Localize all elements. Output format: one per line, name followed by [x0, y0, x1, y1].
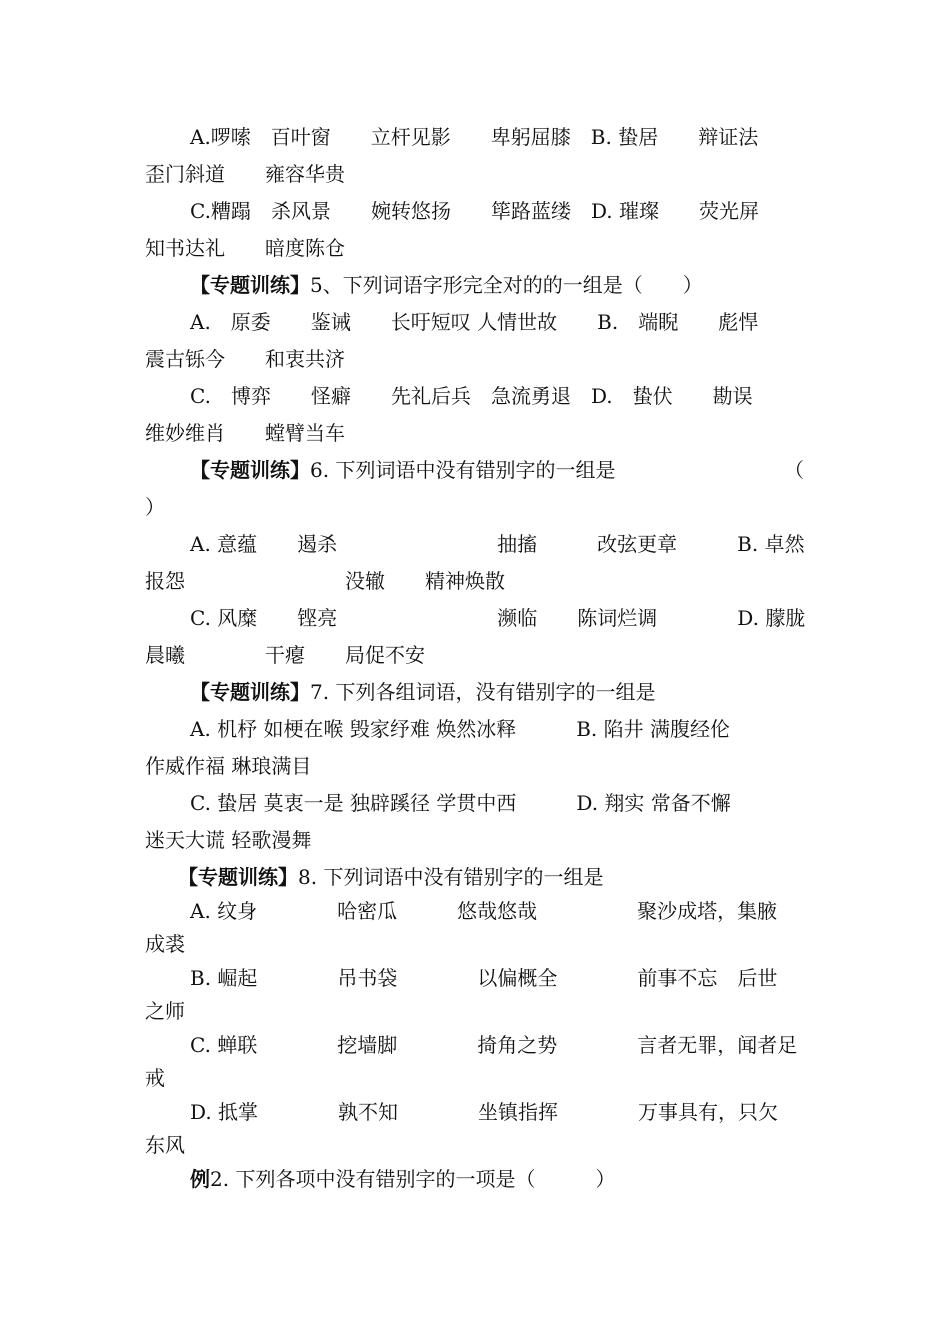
option-line-continuation: 成裘 — [145, 932, 185, 956]
example-2-heading — [190, 1166, 615, 1192]
option-line-b: B. 崛起 吊书袋 以偏概全 前事不忘 后世 — [190, 966, 778, 990]
option-line-continuation: 晨曦 干瘪 局促不安 — [145, 643, 425, 667]
example-label: 例 — [190, 1167, 210, 1191]
question-label: 【专题训练】 — [190, 273, 310, 297]
option-line-a: A. 纹身 哈密瓜 悠哉悠哉 聚沙成塔，集腋 — [190, 899, 778, 923]
option-line-a: A.啰嗦 百叶窗 立杆见影 卑躬屈膝 B. 蛰居 辩证法 — [190, 125, 759, 149]
option-line-continuation: 迷天大谎 轻歌漫舞 — [145, 828, 312, 852]
option-line-continuation: 作威作福 琳琅满目 — [145, 754, 312, 778]
option-line-continuation: 歪门斜道 雍容华贵 — [145, 162, 345, 186]
answer-paren-open: （ — [784, 458, 804, 482]
option-line-continuation: 之师 — [145, 999, 185, 1023]
option-line-c: C. 博弈 怪癖 先礼后兵 急流勇退 D. 蛰伏 勘误 — [190, 384, 753, 408]
question-6-heading — [190, 457, 615, 483]
question-text: 5、下列词语字形完全对的的一组是（ ） — [310, 273, 703, 297]
option-line-c: C.糟蹋 杀风景 婉转悠扬 筚路蓝缕 D. 璀璨 荧光屏 — [190, 199, 759, 223]
question-5-heading — [190, 272, 703, 298]
question-label: 【专题训练】 — [178, 865, 298, 889]
option-line-continuation: 维妙维肖 螳臂当车 — [145, 421, 345, 445]
example-text: 2. 下列各项中没有错别字的一项是（ ） — [210, 1167, 616, 1191]
option-line-continuation: 戒 — [145, 1066, 165, 1090]
option-line-c: C. 风糜 铿亮 濒临 陈词烂调 D. 朦胧 — [190, 606, 806, 630]
question-label: 【专题训练】 — [190, 458, 310, 482]
option-line-continuation: 东风 — [145, 1133, 185, 1157]
question-text: 6. 下列词语中没有错别字的一组是 — [310, 458, 616, 482]
option-line-c: C. 蝉联 挖墙脚 掎角之势 言者无罪，闻者足 — [190, 1033, 798, 1057]
option-line-a: A. 原委 鉴诫 长吁短叹 人情世故 B. 端睨 彪悍 — [190, 310, 759, 334]
question-7-heading — [190, 679, 655, 705]
option-line-continuation: 知书达礼 暗度陈仓 — [145, 236, 345, 260]
answer-paren-close: ） — [145, 495, 165, 519]
question-text: 8. 下列词语中没有错别字的一组是 — [298, 865, 604, 889]
question-label: 【专题训练】 — [190, 680, 310, 704]
option-line-c: C. 蛰居 莫衷一是 独辟蹊径 学贯中西 D. 翔实 常备不懈 — [190, 791, 731, 815]
option-line-a: A. 机杼 如梗在喉 毁家纾难 焕然冰释 B. 陷井 满腹经伦 — [190, 717, 730, 741]
option-line-continuation: 报怨 没辙 精神焕散 — [145, 569, 505, 593]
option-line-d: D. 抵掌 孰不知 坐镇指挥 万事具有，只欠 — [190, 1100, 779, 1124]
option-line-continuation: 震古铄今 和衷共济 — [145, 347, 345, 371]
option-line-a: A. 意蕴 遏杀 抽搐 改弦更章 B. 卓然 — [190, 532, 805, 556]
question-text: 7. 下列各组词语，没有错别字的一组是 — [310, 680, 656, 704]
question-8-heading — [178, 864, 603, 890]
